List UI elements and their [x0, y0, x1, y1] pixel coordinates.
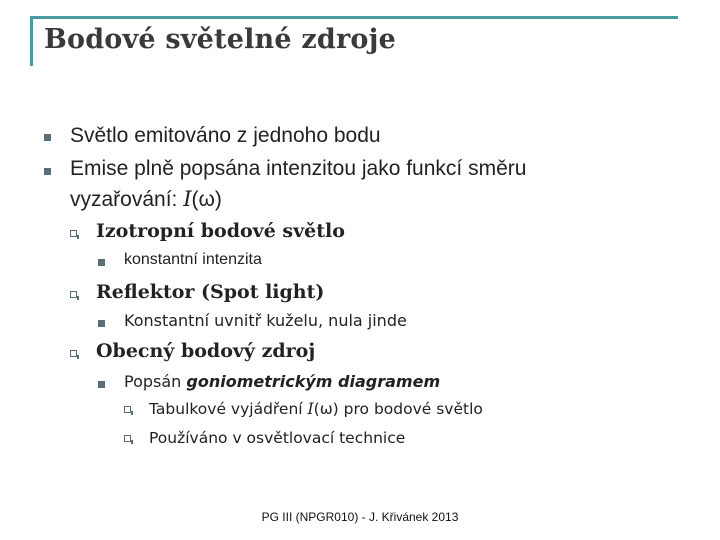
item-table	[149, 400, 483, 418]
item-table-intensity-symbol: I	[307, 400, 314, 418]
bullet-text-2-line2	[70, 187, 222, 212]
bullet-square-icon	[98, 320, 105, 327]
sub-bullet-checkbox-icon	[70, 350, 77, 357]
detail-spot: Konstantní uvnitř kuželu, nula jinde	[124, 311, 407, 330]
footer: PG III (NPGR010) - J. Křivánek 2013	[261, 510, 459, 524]
bullet-square-icon	[44, 168, 51, 175]
bullet-square-icon	[98, 259, 105, 266]
detail-general-prefix: Popsán	[124, 372, 187, 391]
item-table-suffix: (ω) pro bodové světlo	[313, 400, 483, 418]
sub-heading-spot: Reflektor (Spot light)	[96, 281, 325, 303]
slide-title: Bodové světelné zdroje	[44, 24, 396, 55]
bullet-square-icon	[98, 381, 105, 388]
formula-intensity-symbol: I	[183, 187, 192, 211]
bullet-square-icon	[44, 134, 51, 141]
sub-heading-general: Obecný bodový zdroj	[96, 340, 316, 362]
detail-general-emphasis: goniometrickým diagramem	[186, 372, 441, 391]
formula-argument: (ω)	[191, 188, 222, 211]
detail-general	[124, 372, 440, 391]
bullet-text-2-line1: Emise plně popsána intenzitou jako funkcí směru	[70, 157, 527, 180]
sub-bullet-checkbox-icon	[70, 291, 77, 298]
item-table-prefix: Tabulkové vyjádření	[149, 400, 308, 418]
sub-bullet-checkbox-icon	[124, 435, 131, 442]
bullet-text-2-prefix: vyzařování:	[70, 188, 184, 211]
sub-heading-isotropic: Izotropní bodové světlo	[96, 220, 345, 242]
bullet-text-1: Světlo emitováno z jednoho bodu	[70, 124, 381, 147]
sub-bullet-checkbox-icon	[70, 230, 77, 237]
sub-bullet-checkbox-icon	[124, 406, 131, 413]
detail-isotropic: konstantní intenzita	[124, 251, 262, 268]
item-lighting: Používáno v osvětlovací technice	[149, 429, 406, 447]
